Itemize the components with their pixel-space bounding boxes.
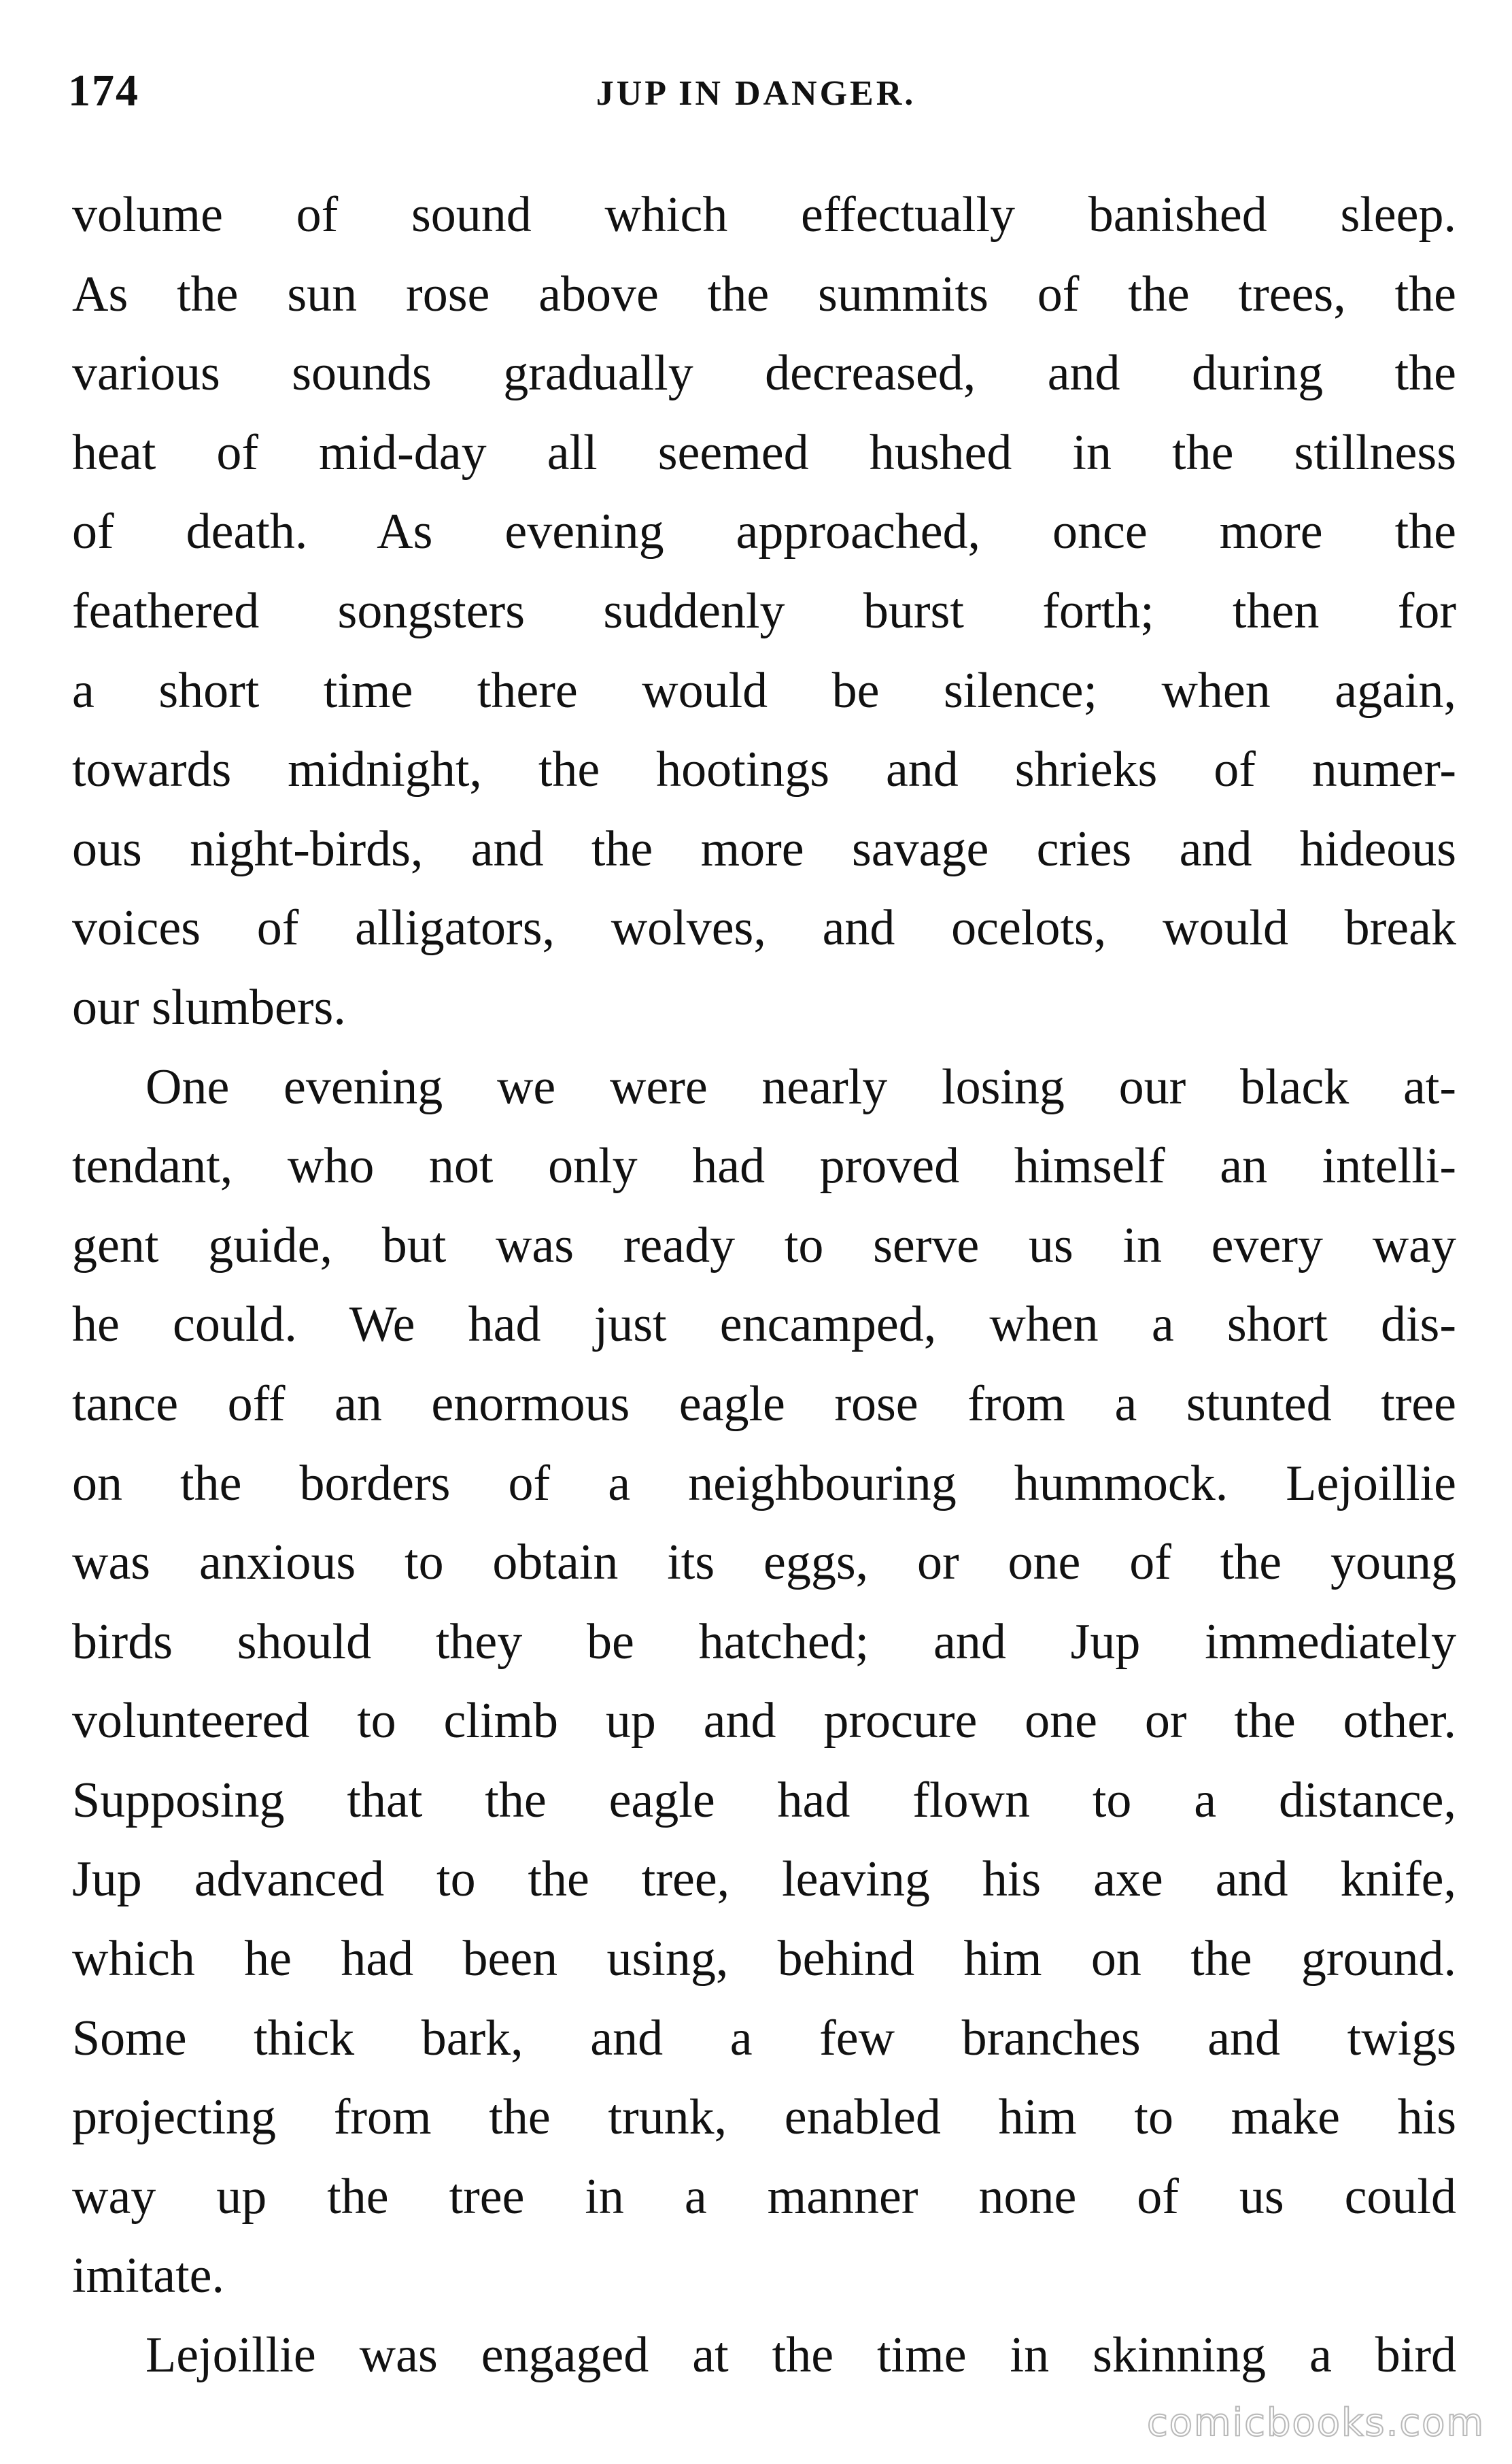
text-line: projecting from the trunk, enabled him to make his (72, 2089, 1456, 2146)
text-line: way up the tree in a manner none of us could (72, 2168, 1456, 2225)
paragraph-start-line: One evening we were nearly losing our black at- (145, 1059, 1456, 1115)
body-text (72, 175, 1456, 2395)
text-line: a short time there would be silence; when again, (72, 662, 1456, 719)
text-line: various sounds gradually decreased, and during the (72, 345, 1456, 402)
text-line: on the borders of a neighbouring hummock. Lejoillie (72, 1455, 1456, 1511)
text-line: As the sun rose above the summits of the trees, the (72, 266, 1456, 322)
text-line: gent guide, but was ready to serve us in every way (72, 1217, 1456, 1273)
text-line: feathered songsters suddenly burst forth; then for (72, 583, 1456, 639)
paragraph-start-line: Lejoillie was engaged at the time in skinning a bird (145, 2327, 1456, 2384)
text-line: of death. As evening approached, once more the (72, 504, 1456, 560)
text-line: volume of sound which effectually banished sleep. (72, 187, 1456, 243)
text-line: he could. We had just encamped, when a short dis- (72, 1297, 1456, 1353)
text-line: ous night-birds, and the more savage cries and hideous (72, 821, 1456, 877)
text-line: Supposing that the eagle had flown to a distance, (72, 1772, 1456, 1828)
text-line: birds should they be hatched; and Jup immediately (72, 1613, 1456, 1670)
text-line: heat of mid-day all seemed hushed in the stillness (72, 424, 1456, 481)
text-line: tance off an enormous eagle rose from a stunted tree (72, 1375, 1456, 1432)
watermark: comicbooks.com (1146, 2401, 1485, 2445)
running-title: JUP IN DANGER. (596, 74, 916, 113)
page-number: 174 (68, 66, 139, 116)
text-line: volunteered to climb up and procure one or the other. (72, 1693, 1456, 1749)
text-line: Some thick bark, and a few branches and twigs (72, 2010, 1456, 2066)
paragraph-end-line: imitate. (72, 2248, 224, 2304)
text-line: tendant, who not only had proved himself an intelli- (72, 1138, 1456, 1195)
text-line: Jup advanced to the tree, leaving his axe and knife, (72, 1851, 1456, 1908)
text-line: was anxious to obtain its eggs, or one of the young (72, 1535, 1456, 1591)
text-line: which he had been using, behind him on the ground. (72, 1931, 1456, 1987)
text-line: towards midnight, the hootings and shrieks of numer- (72, 742, 1456, 798)
paragraph-end-line: our slumbers. (72, 979, 346, 1036)
text-line: voices of alligators, wolves, and ocelots, would break (72, 900, 1456, 957)
page-header (49, 65, 1463, 126)
